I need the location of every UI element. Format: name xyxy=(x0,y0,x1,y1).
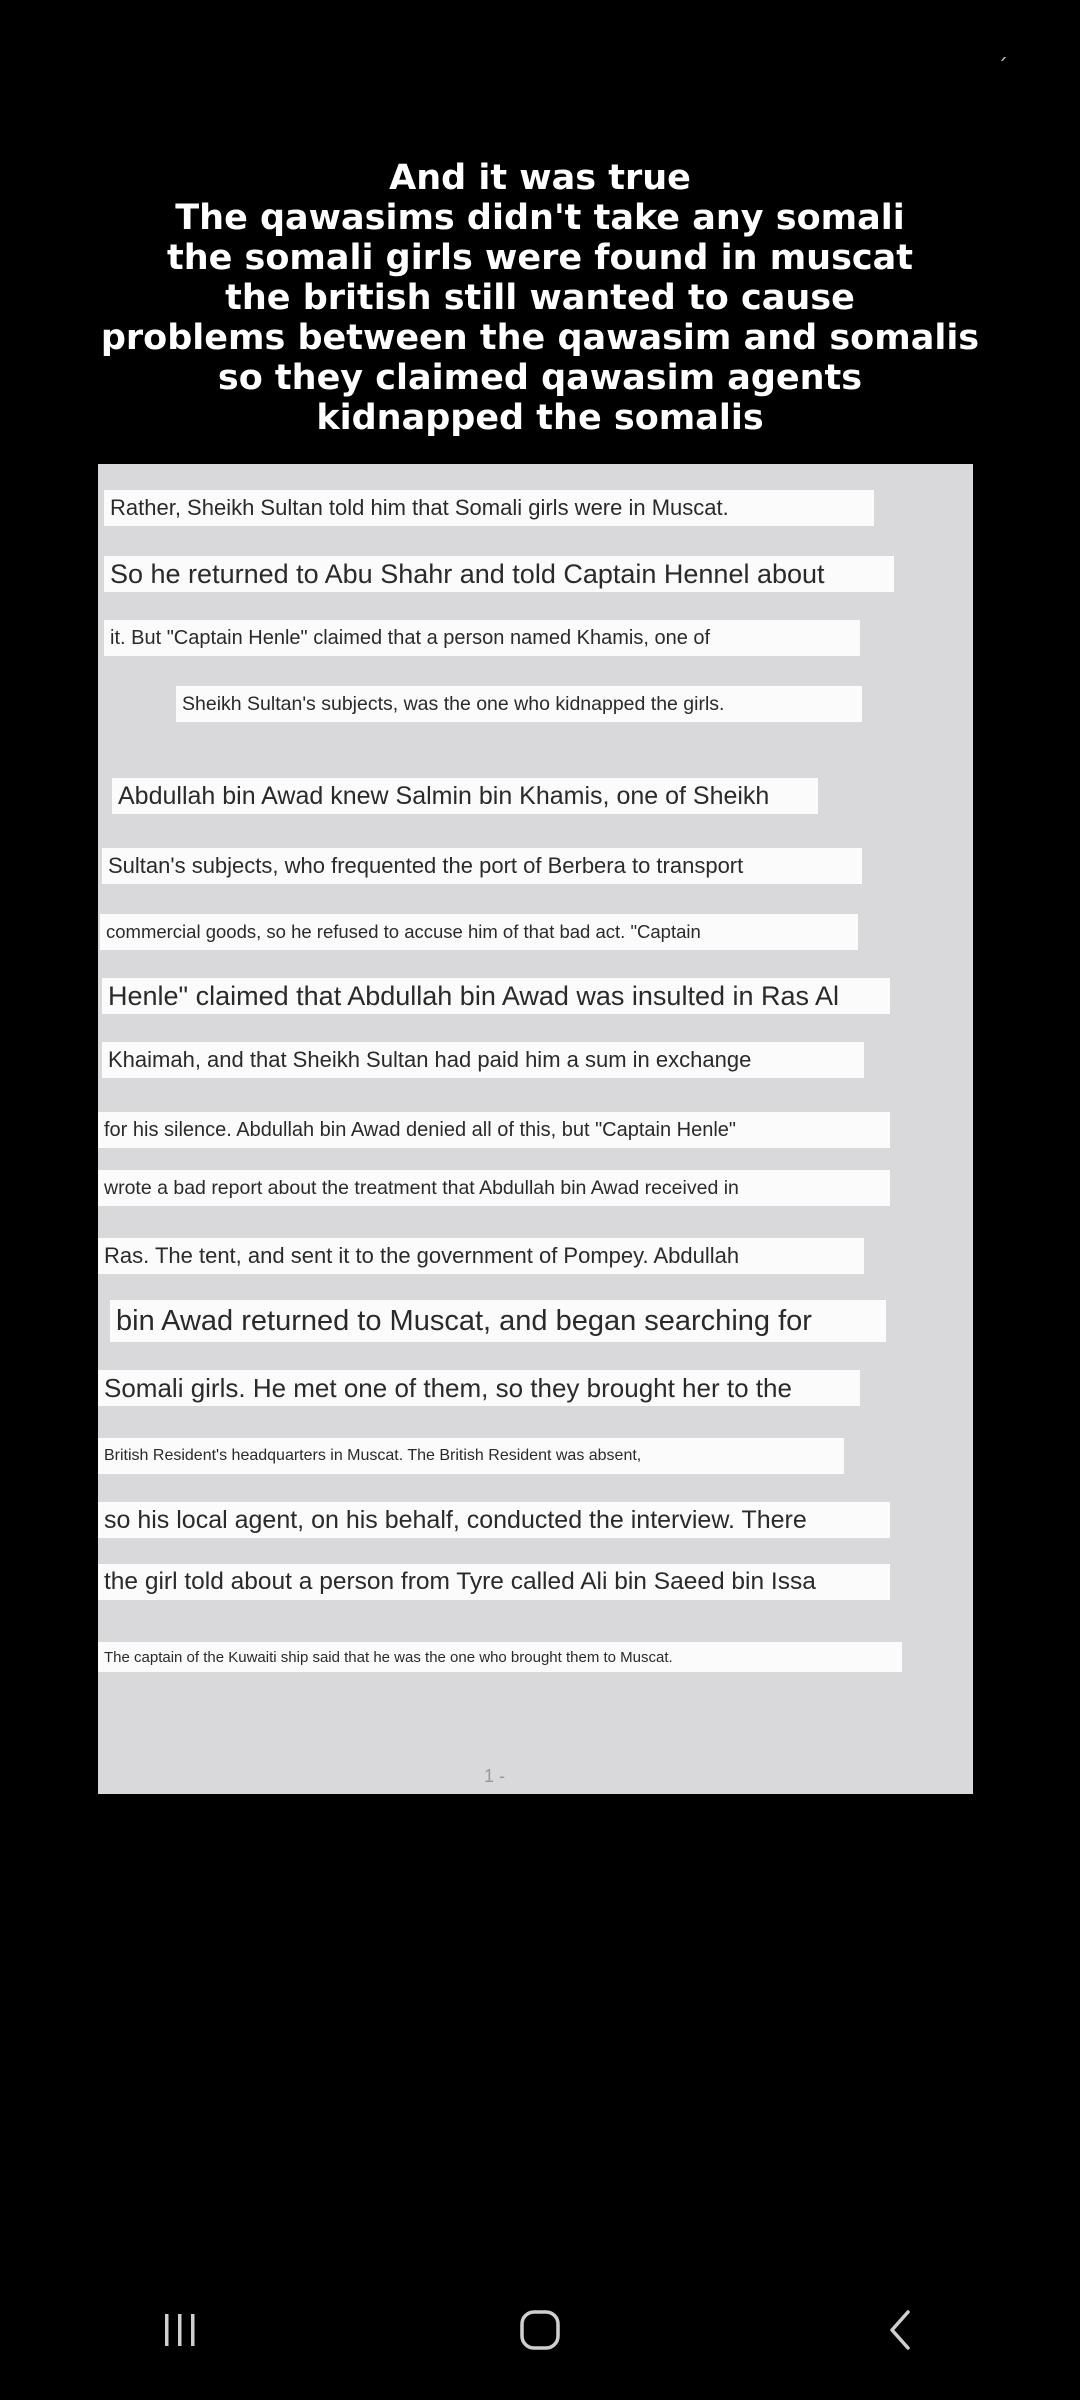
back-button[interactable] xyxy=(840,2290,960,2370)
document-text-line: for his silence. Abdullah bin Awad denied all of this, but "Captain Henle" xyxy=(98,1112,890,1148)
document-text-line: The captain of the Kuwaiti ship said that he was the one who brought them to Muscat. xyxy=(98,1642,902,1672)
document-text-line: Sultan's subjects, who frequented the port of Berbera to transport xyxy=(102,848,862,884)
document-text-line: Ras. The tent, and sent it to the government of Pompey. Abdullah xyxy=(98,1238,864,1274)
recents-icon xyxy=(160,2310,200,2350)
document-text-line: Henle" claimed that Abdullah bin Awad was insulted in Ras Al xyxy=(102,978,890,1014)
document-text-line: Rather, Sheikh Sultan told him that Somali girls were in Muscat. xyxy=(104,490,874,526)
caption-line: The qawasims didn't take any somali xyxy=(175,198,905,238)
caption-line: the british still wanted to cause xyxy=(225,278,855,318)
caption-line: kidnapped the somalis xyxy=(316,398,764,438)
page-number: 1 - xyxy=(484,1766,506,1786)
document-screenshot xyxy=(98,464,973,1794)
document-text-line: commercial goods, so he refused to accuse him of that bad act. "Captain xyxy=(100,914,858,950)
document-text-line: bin Awad returned to Muscat, and began searching for xyxy=(110,1300,886,1342)
document-text-line: Abdullah bin Awad knew Salmin bin Khamis, one of Sheikh xyxy=(112,778,818,814)
document-text-line: British Resident's headquarters in Muscat. The British Resident was absent, xyxy=(98,1438,844,1474)
recents-button[interactable] xyxy=(120,2290,240,2370)
document-text-line: wrote a bad report about the treatment that Abdullah bin Awad received in xyxy=(98,1170,890,1206)
document-text-line: Sheikh Sultan's subjects, was the one who kidnapped the girls. xyxy=(176,686,862,722)
document-text-line: Khaimah, and that Sheikh Sultan had paid him a sum in exchange xyxy=(102,1042,864,1078)
back-icon xyxy=(880,2308,920,2352)
caption-line: the somali girls were found in muscat xyxy=(166,238,914,278)
document-text-line: the girl told about a person from Tyre called Ali bin Saeed bin Issa xyxy=(98,1564,890,1600)
caption-line: so they claimed qawasim agents xyxy=(217,358,863,398)
caption-line: problems between the qawasim and somalis xyxy=(100,318,980,358)
home-button[interactable] xyxy=(480,2290,600,2370)
navigation-bar xyxy=(0,2270,1080,2400)
video-caption xyxy=(60,158,1020,438)
document-text-line: Somali girls. He met one of them, so they brought her to the xyxy=(98,1370,860,1406)
document-text-line: So he returned to Abu Shahr and told Captain Hennel about xyxy=(104,556,894,592)
document-text-line: so his local agent, on his behalf, conducted the interview. There xyxy=(98,1502,890,1538)
document-text-line: it. But "Captain Henle" claimed that a person named Khamis, one of xyxy=(104,620,860,656)
status-mark: ˊ xyxy=(997,56,1008,81)
home-icon xyxy=(518,2308,562,2352)
caption-line: And it was true xyxy=(389,158,691,198)
